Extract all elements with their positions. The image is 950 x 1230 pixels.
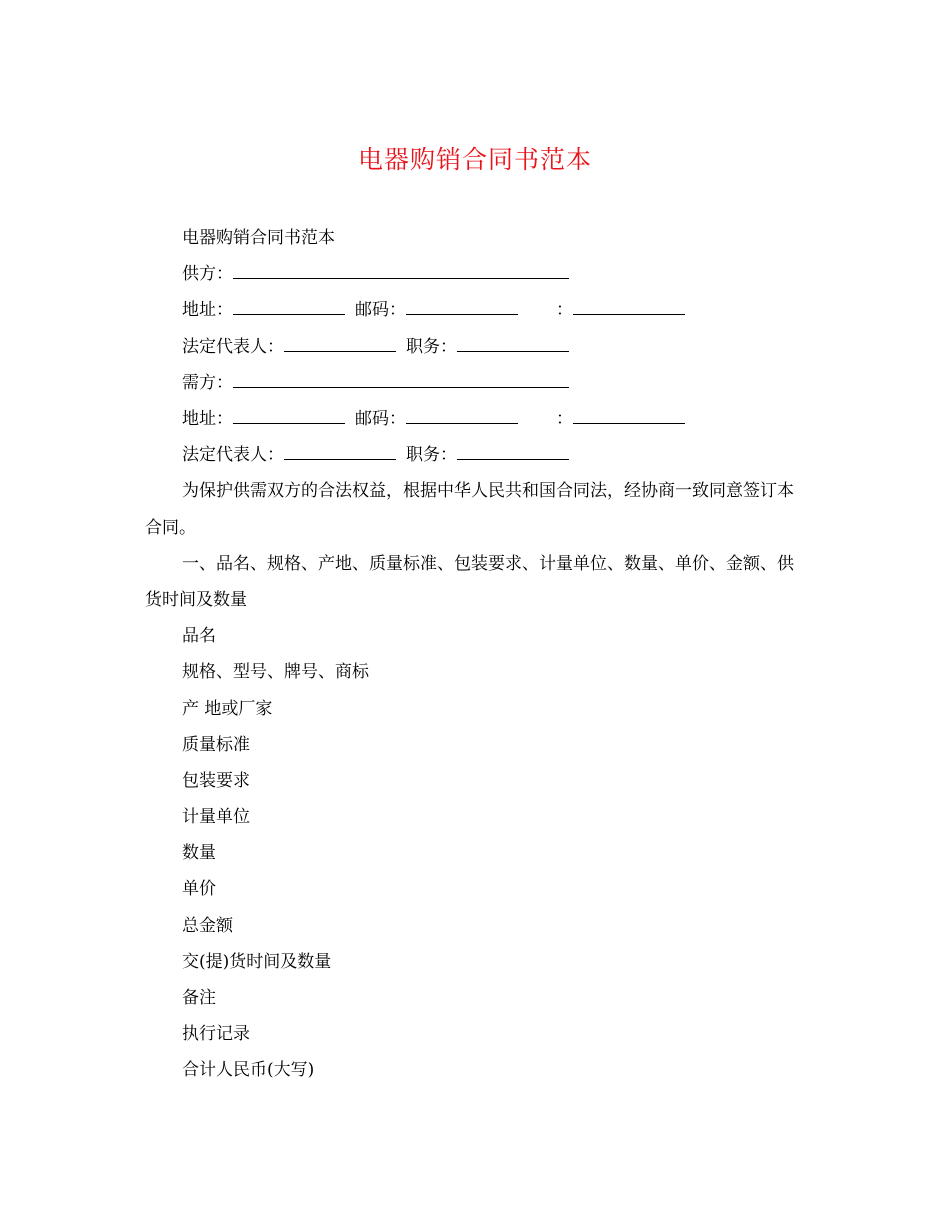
list-item: 合计人民币(大写)	[182, 1060, 315, 1081]
list-item: 交(提)货时间及数量	[182, 951, 332, 972]
list-item: 单价	[182, 879, 216, 900]
supplier-party-line	[145, 256, 805, 292]
buyer-postcode-blank[interactable]	[406, 409, 518, 424]
list-item: 产 地或厂家	[182, 698, 273, 719]
supplier-phone-label: ：	[556, 300, 573, 321]
buyer-postcode-label: 邮码：	[355, 408, 406, 429]
intro-paragraph: 为保护供需双方的合法权益，根据中华人民共和国合同法，经协商一致同意签订本合同。	[145, 481, 794, 538]
list-item: 计量单位	[182, 807, 250, 828]
supplier-postcode-blank[interactable]	[406, 300, 518, 315]
supplier-address-line	[145, 292, 805, 328]
buyer-position-label: 职务：	[406, 445, 457, 466]
supplier-postcode-label: 邮码：	[355, 300, 406, 321]
supplier-position-blank[interactable]	[457, 337, 569, 352]
buyer-address-blank[interactable]	[233, 409, 345, 424]
list-item: 总金额	[182, 915, 233, 936]
list-item: 执行记录	[182, 1024, 250, 1045]
supplier-rep-label: 法定代表人：	[182, 336, 284, 357]
list-item: 规格、型号、牌号、商标	[182, 662, 369, 683]
buyer-name-blank[interactable]	[233, 373, 569, 388]
supplier-position-label: 职务：	[406, 336, 457, 357]
document-subtitle: 电器购销合同书范本	[182, 228, 335, 248]
buyer-party-line	[145, 365, 805, 401]
list-item: 品名	[182, 626, 216, 647]
buyer-position-blank[interactable]	[457, 445, 569, 460]
buyer-label: 需方：	[182, 372, 233, 393]
list-item: 数量	[182, 843, 216, 864]
supplier-label: 供方：	[182, 264, 233, 285]
supplier-rep-line	[145, 329, 805, 365]
buyer-phone-label: ：	[556, 408, 573, 429]
buyer-address-label: 地址：	[182, 408, 233, 429]
supplier-name-blank[interactable]	[233, 264, 569, 279]
buyer-address-line	[145, 401, 805, 437]
list-item: 质量标准	[182, 734, 250, 755]
buyer-rep-label: 法定代表人：	[182, 445, 284, 466]
list-item: 包装要求	[182, 770, 250, 791]
supplier-address-blank[interactable]	[233, 300, 345, 315]
buyer-rep-blank[interactable]	[284, 445, 396, 460]
supplier-address-label: 地址：	[182, 300, 233, 321]
supplier-phone-blank[interactable]	[573, 300, 685, 315]
buyer-rep-line	[145, 437, 805, 473]
list-item: 备注	[182, 988, 216, 1008]
supplier-rep-blank[interactable]	[284, 337, 396, 352]
buyer-phone-blank[interactable]	[573, 409, 685, 424]
document-title: 电器购销合同书范本	[357, 145, 592, 174]
document-body	[145, 220, 805, 1089]
clause-1-paragraph: 一、品名、规格、产地、质量标准、包装要求、计量单位、数量、单价、金额、供货时间及数量	[145, 553, 794, 610]
